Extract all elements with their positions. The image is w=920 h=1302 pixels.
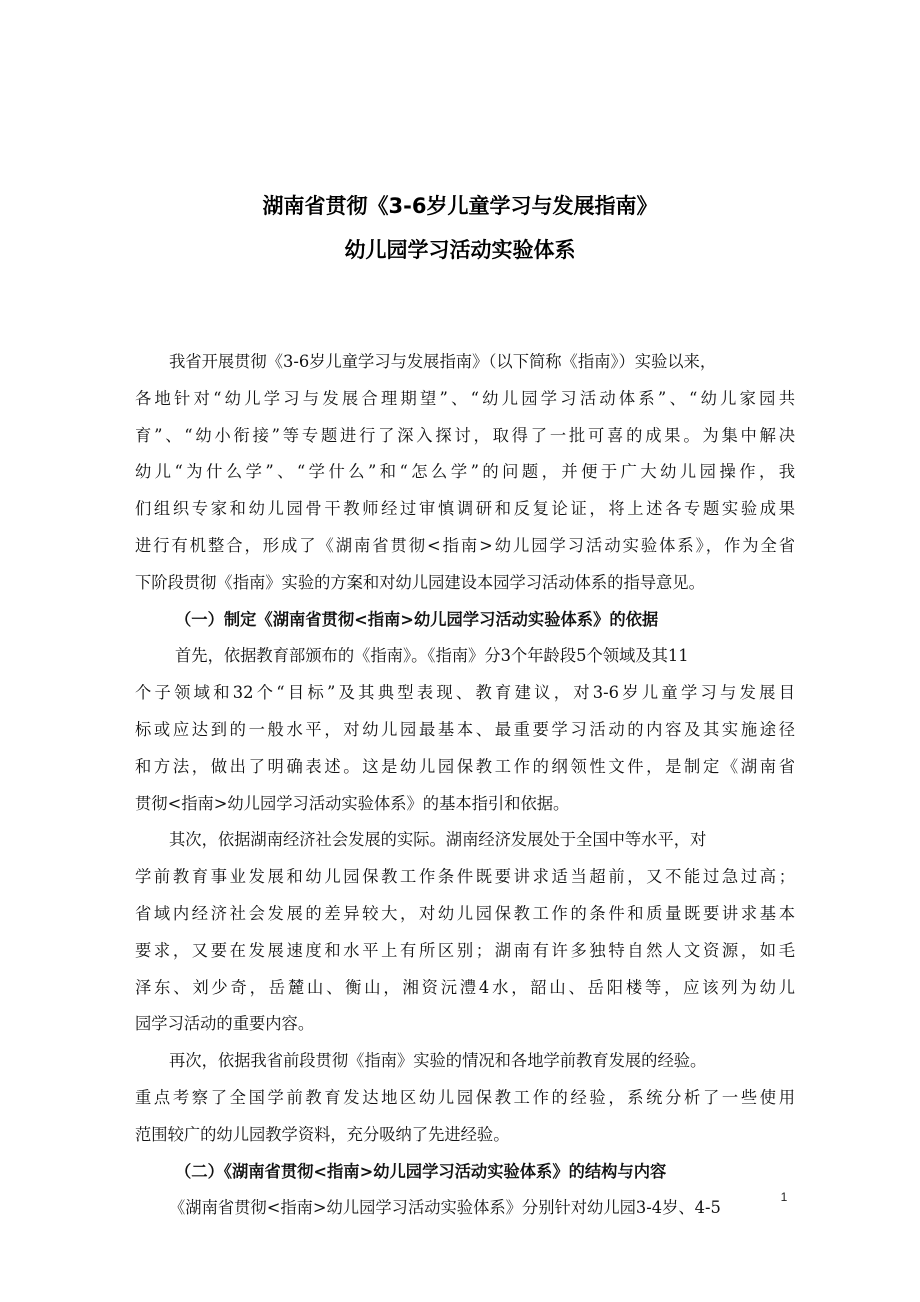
paragraph-line: 《湖南省贯彻<指南>幼儿园学习活动实验体系》分别针对幼儿园3-4岁、4-5 xyxy=(169,1198,721,1218)
paragraph-line: 泽东、刘少奇，岳麓山、衡山，湘资沅澧4水，韶山、岳阳楼等，应该列为幼儿 xyxy=(135,977,795,997)
section-heading-2: （二）《湖南省贯彻<指南>幼儿园学习活动实验体系》的结构与内容 xyxy=(175,1161,667,1181)
paragraph-line: 贯彻<指南>幼儿园学习活动实验体系》的基本指引和依据。 xyxy=(135,793,570,813)
paragraph-line: 育”、“幼小衔接”等专题进行了深入探讨，取得了一批可喜的成果。为集中解决 xyxy=(135,425,795,445)
page-number: 1 xyxy=(780,1190,788,1204)
section-heading-1: （一）制定《湖南省贯彻<指南>幼儿园学习活动实验体系》的依据 xyxy=(175,609,659,629)
paragraph-line: 首先，依据教育部颁布的《指南》。《指南》分3个年龄段5个领域及其11 xyxy=(175,646,689,666)
paragraph-line: 重点考察了全国学前教育发达地区幼儿园保教工作的经验，系统分析了一些使用 xyxy=(135,1087,795,1107)
paragraph-line: 幼儿“为什么学”、“学什么”和“怎么学”的问题，并便于广大幼儿园操作，我 xyxy=(135,462,795,482)
paragraph-line: 范围较广的幼儿园教学资料，充分吸纳了先进经验。 xyxy=(135,1124,510,1144)
paragraph-line: 下阶段贯彻《指南》实验的方案和对幼儿园建设本园学习活动体系的指导意见。 xyxy=(135,572,705,592)
paragraph-line: 各地针对“幼儿学习与发展合理期望”、“幼儿园学习活动体系”、“幼儿家园共 xyxy=(135,388,795,408)
paragraph-line: 进行有机整合，形成了《湖南省贯彻<指南>幼儿园学习活动实验体系》，作为全省 xyxy=(135,535,795,555)
paragraph-line: 要求，又要在发展速度和水平上有所区别；湖南有许多独特自然人文资源，如毛 xyxy=(135,940,795,960)
paragraph-line: 其次，依据湖南经济社会发展的实际。湖南经济发展处于全国中等水平，对 xyxy=(169,830,707,850)
paragraph-line: 们组织专家和幼儿园骨干教师经过审慎调研和反复论证，将上述各专题实验成果 xyxy=(135,499,795,519)
paragraph-line: 学前教育事业发展和幼儿园保教工作条件既要讲求适当超前，又不能过急过高； xyxy=(135,867,795,887)
document-title-line-2: 幼儿园学习活动实验体系 xyxy=(344,238,576,262)
paragraph-line: 和方法，做出了明确表述。这是幼儿园保教工作的纲领性文件，是制定《湖南省 xyxy=(135,756,795,776)
paragraph-line: 省域内经济社会发展的差异较大，对幼儿园保教工作的条件和质量既要讲求基本 xyxy=(135,903,795,923)
paragraph-line: 再次，依据我省前段贯彻《指南》实验的情况和各地学前教育发展的经验。 xyxy=(169,1051,707,1071)
paragraph-line: 园学习活动的重要内容。 xyxy=(135,1014,315,1034)
paragraph-line: 我省开展贯彻《3-6岁儿童学习与发展指南》（以下简称《指南》）实验以来， xyxy=(169,352,717,371)
document-body xyxy=(135,344,795,1227)
paragraph-line: 个子领域和32个“目标”及其典型表现、教育建议，对3-6岁儿童学习与发展目 xyxy=(135,683,795,703)
paragraph-line: 标或应达到的一般水平，对幼儿园最基本、最重要学习活动的内容及其实施途径 xyxy=(135,719,795,739)
document-title-line-1: 湖南省贯彻《3-6岁儿童学习与发展指南》 xyxy=(262,194,658,218)
